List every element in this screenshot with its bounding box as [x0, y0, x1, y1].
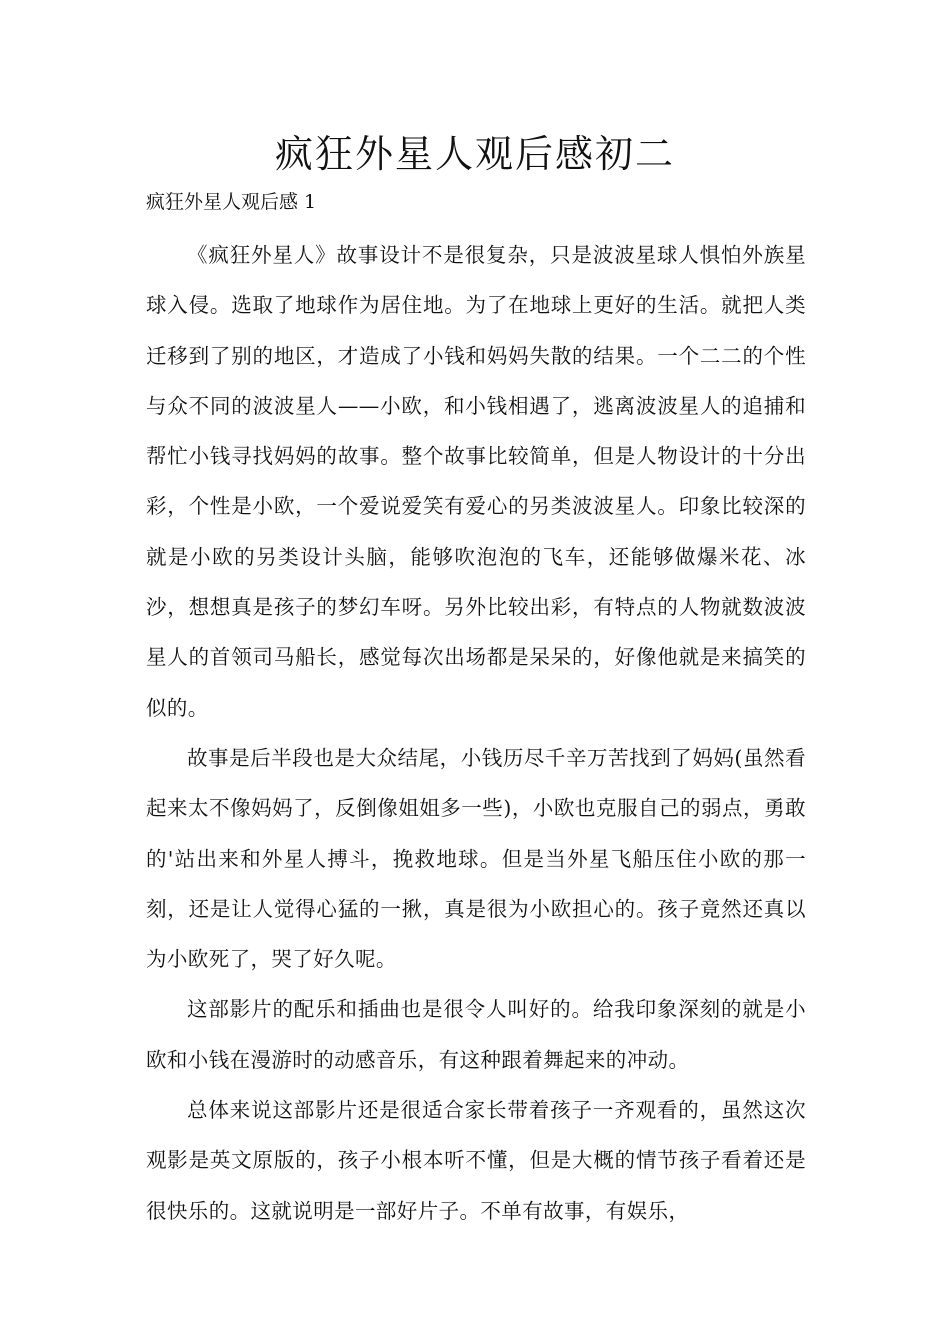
- document-body: [146, 230, 806, 1236]
- section-heading: 疯狂外星人观后感 1: [146, 191, 317, 213]
- paragraph-1: 《疯狂外星人》故事设计不是很复杂，只是波波星球人惧怕外族星球入侵。选取了地球作为居住地。为了在地球上更好的生活。就把人类迁移到了别的地区，才造成了小钱和妈妈失散的结果。一个二二的个性与众不同的波波星人——小欧，和小钱相遇了，逃离波波星人的追捕和帮忙小钱寻找妈妈的故事。整个故事比较简单，但是人物设计的十分出彩，个性是小欧，一个爱说爱笑有爱心的另类波波星人。印象比较深的就是小欧的另类设计头脑，能够吹泡泡的飞车，还能够做爆米花、冰沙，想想真是孩子的梦幻车呀。另外比较出彩，有特点的人物就数波波星人的首领司马船长，感觉每次出场都是呆呆的，好像他就是来搞笑的似的。: [146, 243, 806, 720]
- document-title: 疯狂外星人观后感初二: [274, 132, 675, 176]
- paragraph-3: 这部影片的配乐和插曲也是很令人叫好的。给我印象深刻的就是小欧和小钱在漫游时的动感音乐，有这种跟着舞起来的冲动。: [146, 997, 806, 1072]
- paragraph-4: 总体来说这部影片还是很适合家长带着孩子一齐观看的，虽然这次观影是英文原版的，孩子小根本听不懂，但是大概的情节孩子看着还是很快乐的。这就说明是一部好片子。不单有故事，有娱乐，: [146, 1098, 806, 1223]
- paragraph-2: 故事是后半段也是大众结尾，小钱历尽千辛万苦找到了妈妈(虽然看起来太不像妈妈了，反倒像姐姐多一些)，小欧也克服自己的弱点，勇敢的'站出来和外星人搏斗，挽救地球。但是当外星飞船压住小欧的那一刻，还是让人觉得心猛的一揪，真是很为小欧担心的。孩子竟然还真以为小欧死了，哭了好久呢。: [146, 745, 806, 972]
